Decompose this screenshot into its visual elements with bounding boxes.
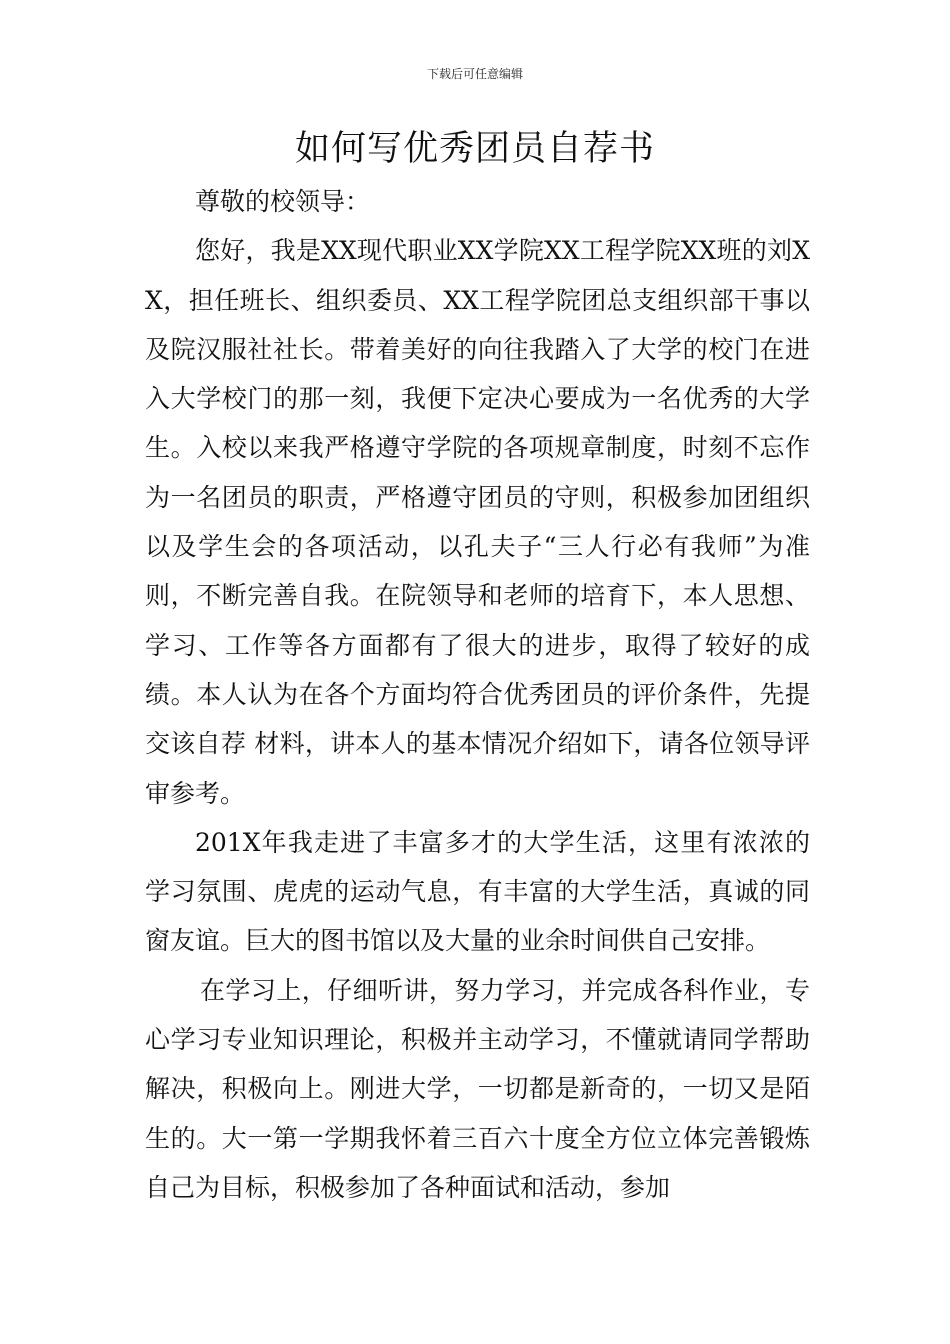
paragraph-3: 在学习上，仔细听讲，努力学习，并完成各科作业，专心学习专业知识理论，积极并主动学习，不懂就请同学帮助解决，积极向上。刚进大学，一切都是新奇的，一切又是陌生的。大一第一学期我怀着三百六十度全方位立体完善锻炼自己为目标，积极参加了各种面试和活动，参加	[145, 975, 810, 1202]
document-title: 如何写优秀团员自荐书	[294, 129, 655, 169]
paragraph-2: 201X年我走进了丰富多才的大学生活，这里有浓浓的学习氛围、虎虎的运动气息，有丰富的大学生活，真诚的同窗友谊。巨大的图书馆以及大量的业余时间供自己安排。	[145, 827, 810, 956]
salutation: 尊敬的校领导：	[195, 187, 371, 216]
document-body	[145, 177, 810, 1212]
paragraph-1: 您好，我是XX现代职业XX学院XX工程学院XX班的刘XX，担任班长、组织委员、XX工程学院团总支组织部干事以及院汉服社社长。带着美好的向往我踏入了大学的校门在进入大学校门的那一刻，我便下定决心要成为一名优秀的大学生。入校以来我严格遵守学院的各项规章制度，时刻不忘作为一名团员的职责，严格遵守团员的守则，积极参加团组织以及学生会的各项活动，以孔夫子“三人行必有我师”为准则，不断完善自我。在院领导和老师的培育下，本人思想、学习、工作等各方面都有了很大的进步，取得了较好的成绩。本人认为在各个方面均符合优秀团员的评价条件，先提交该自荐 材料，讲本人的基本情况介绍如下，请各位领导评审参考。	[145, 236, 810, 808]
header-note: 下载后可任意编辑	[426, 67, 523, 81]
